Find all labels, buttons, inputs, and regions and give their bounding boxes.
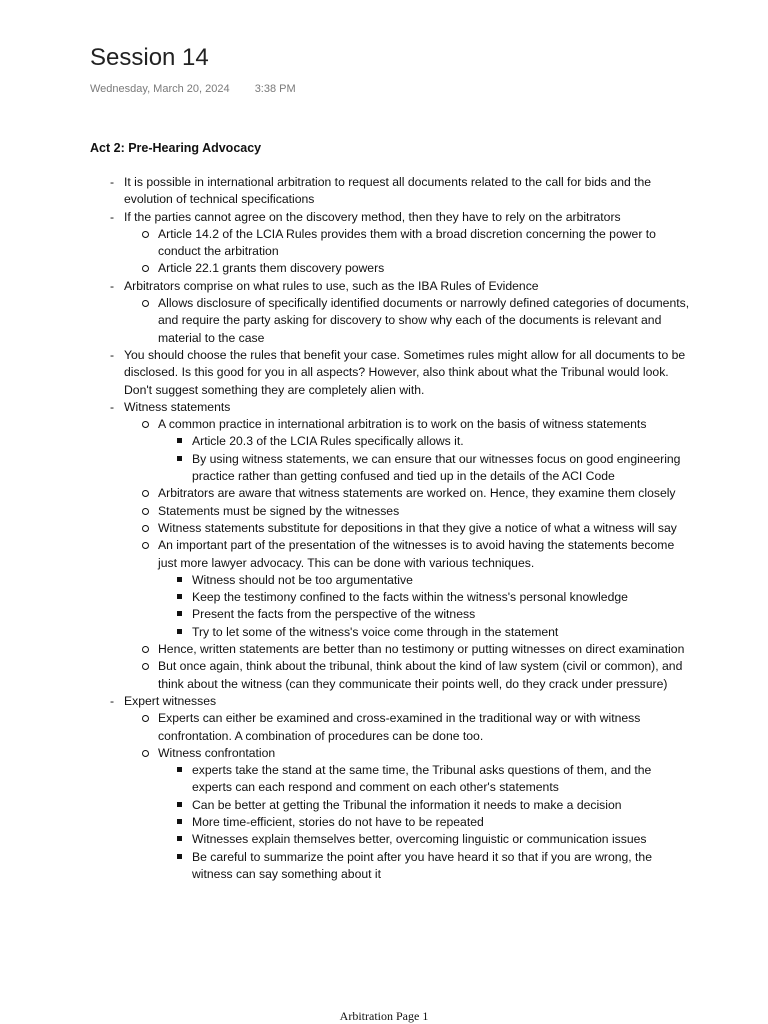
list-item-text: Witness statements — [124, 399, 231, 414]
bullet-list — [90, 174, 690, 883]
square-bullet-icon — [177, 577, 182, 582]
sub-list-item — [124, 260, 690, 277]
sub-list — [124, 416, 690, 693]
page-time: 3:38 PM — [254, 83, 296, 95]
sub-sub-list-item — [158, 624, 690, 641]
sub-list-item — [124, 503, 690, 520]
sub-list-item-text: Article 22.1 grants them discovery powers — [158, 261, 385, 276]
sub-sub-list-item — [158, 572, 690, 589]
sub-list-item-text: Witness statements substitute for depositions in that they give a notice of what a witness will say — [158, 520, 677, 535]
sub-sub-list-item-text: Present the facts from the perspective of the witness — [192, 607, 476, 622]
list-item-text: You should choose the rules that benefit your case. Sometimes rules might allow for all documents to be disclosed. Is this good for you in all aspects? However, also think about what the Tribunal would look. Don't suggest something they are completely alien with. — [124, 347, 686, 397]
sub-sub-list-item-text: Witnesses explain themselves better, overcoming linguistic or communication issues — [192, 832, 647, 847]
sub-list-item — [124, 745, 690, 883]
sub-list-item-text: Statements must be signed by the witnesses — [158, 503, 400, 518]
sub-list-item-text: Experts can either be examined and cross-examined in the traditional way or with witness confrontation. A combination of procedures can be done too. — [158, 711, 641, 743]
list-item — [90, 209, 690, 278]
sub-sub-list-item — [158, 606, 690, 623]
sub-sub-list — [158, 433, 690, 485]
square-bullet-icon — [177, 611, 182, 616]
circle-bullet-icon — [142, 508, 149, 515]
circle-bullet-icon — [142, 646, 149, 653]
sub-list-item — [124, 485, 690, 502]
sub-sub-list-item-text: By using witness statements, we can ensure that our witnesses focus on good engineering practice rather than getting confused and tied up in the details of the ACI Code — [192, 451, 681, 484]
page-footer: Arbitration Page 1 — [339, 1009, 429, 1023]
dash-bullet-icon: - — [110, 209, 115, 224]
sub-sub-list-item — [158, 589, 690, 606]
square-bullet-icon — [177, 836, 182, 841]
list-item-text: If the parties cannot agree on the discovery method, then they have to rely on the arbitrators — [124, 209, 621, 224]
list-item-text: Arbitrators comprise on what rules to use, such as the IBA Rules of Evidence — [124, 278, 539, 293]
circle-bullet-icon — [142, 715, 149, 722]
sub-sub-list-item-text: Article 20.3 of the LCIA Rules specifically allows it. — [192, 434, 464, 449]
sub-list-item-text: A common practice in international arbitration is to work on the basis of witness statements — [158, 417, 647, 432]
sub-list-item-text: Arbitrators are aware that witness statements are worked on. Hence, they examine them closely — [158, 486, 676, 501]
circle-bullet-icon — [142, 265, 149, 272]
list-item — [90, 399, 690, 693]
sub-list-item — [124, 520, 690, 537]
sub-list-item — [124, 641, 690, 658]
list-item — [90, 693, 690, 883]
sub-list-item-text: An important part of the presentation of the witnesses is to avoid having the statements become just more lawyer advocacy. This can be done with various techniques. — [158, 538, 675, 570]
notes-outline — [90, 174, 690, 883]
list-item — [90, 174, 690, 209]
dash-bullet-icon: - — [110, 175, 115, 189]
circle-bullet-icon — [142, 542, 149, 549]
sub-list-item — [124, 226, 690, 261]
page-title: Session 14 — [90, 44, 209, 71]
sub-sub-list-item-text: Try to let some of the witness's voice come through in the statement — [192, 624, 559, 639]
list-item-text: Expert witnesses — [124, 693, 217, 708]
sub-list-item — [124, 537, 690, 641]
sub-sub-list-item — [158, 814, 690, 831]
circle-bullet-icon — [142, 421, 149, 428]
square-bullet-icon — [177, 629, 182, 634]
sub-sub-list-item-text: experts take the stand at the same time, the Tribunal asks questions of them, and the experts can each respond and comment on each other's statements — [192, 763, 652, 795]
sub-list-item — [124, 658, 690, 693]
square-bullet-icon — [177, 802, 182, 807]
list-item — [90, 347, 690, 399]
sub-sub-list-item-text: More time-efficient, stories do not have to be repeated — [192, 814, 484, 829]
square-bullet-icon — [177, 594, 182, 599]
circle-bullet-icon — [142, 750, 149, 757]
section-heading: Act 2: Pre-Hearing Advocacy — [90, 141, 262, 155]
square-bullet-icon — [177, 854, 182, 859]
sub-list-item-text: But once again, think about the tribunal, think about the kind of law system (civil or common), and think about the witness (can they communicate their points well, do they crack under pressure) — [158, 659, 683, 691]
sub-list-item — [124, 295, 690, 347]
sub-sub-list-item — [158, 762, 690, 797]
sub-sub-list-item — [158, 797, 690, 814]
sub-list-item-text: Allows disclosure of specifically identified documents or narrowly defined categories of documents, and require the party asking for discovery to show why each of the documents is relevant and material to the case — [158, 296, 690, 345]
page-meta — [90, 83, 296, 95]
sub-list-item-text: Hence, written statements are better than no testimony or putting witnesses on direct examination — [158, 642, 685, 657]
sub-sub-list-item — [158, 433, 690, 450]
sub-sub-list-item-text: Witness should not be too argumentative — [192, 572, 413, 587]
circle-bullet-icon — [142, 490, 149, 497]
dash-bullet-icon: - — [110, 347, 115, 362]
sub-sub-list-item — [158, 451, 690, 486]
square-bullet-icon — [177, 438, 182, 443]
sub-sub-list — [158, 572, 690, 641]
circle-bullet-icon — [142, 663, 149, 670]
sub-sub-list-item-text: Can be better at getting the Tribunal the information it needs to make a decision — [192, 797, 622, 812]
sub-sub-list-item — [158, 831, 690, 848]
sub-sub-list-item-text: Keep the testimony confined to the facts within the witness's personal knowledge — [192, 590, 628, 605]
sub-list-item-text: Article 14.2 of the LCIA Rules provides them with a broad discretion concerning the power to conduct the arbitration — [158, 226, 656, 259]
square-bullet-icon — [177, 767, 182, 772]
sub-list-item-text: Witness confrontation — [158, 745, 276, 760]
sub-list — [124, 295, 690, 347]
dash-bullet-icon: - — [110, 693, 115, 708]
sub-list — [124, 226, 690, 278]
square-bullet-icon — [177, 819, 182, 824]
list-item — [90, 278, 690, 347]
sub-sub-list-item-text: Be careful to summarize the point after you have heard it so that if you are wrong, the witness can say something about it — [192, 849, 652, 881]
circle-bullet-icon — [142, 300, 149, 307]
sub-sub-list — [158, 762, 690, 883]
sub-list-item — [124, 416, 690, 485]
sub-sub-list-item — [158, 849, 690, 884]
circle-bullet-icon — [142, 525, 149, 532]
dash-bullet-icon: - — [110, 399, 115, 414]
sub-list-item — [124, 710, 690, 745]
dash-bullet-icon: - — [110, 278, 115, 293]
circle-bullet-icon — [142, 231, 149, 238]
page-date: Wednesday, March 20, 2024 — [90, 83, 230, 95]
list-item-text: It is possible in international arbitration to request all documents related to the call for bids and the evolution of technical specifications — [124, 175, 652, 207]
square-bullet-icon — [177, 456, 182, 461]
sub-list — [124, 710, 690, 883]
